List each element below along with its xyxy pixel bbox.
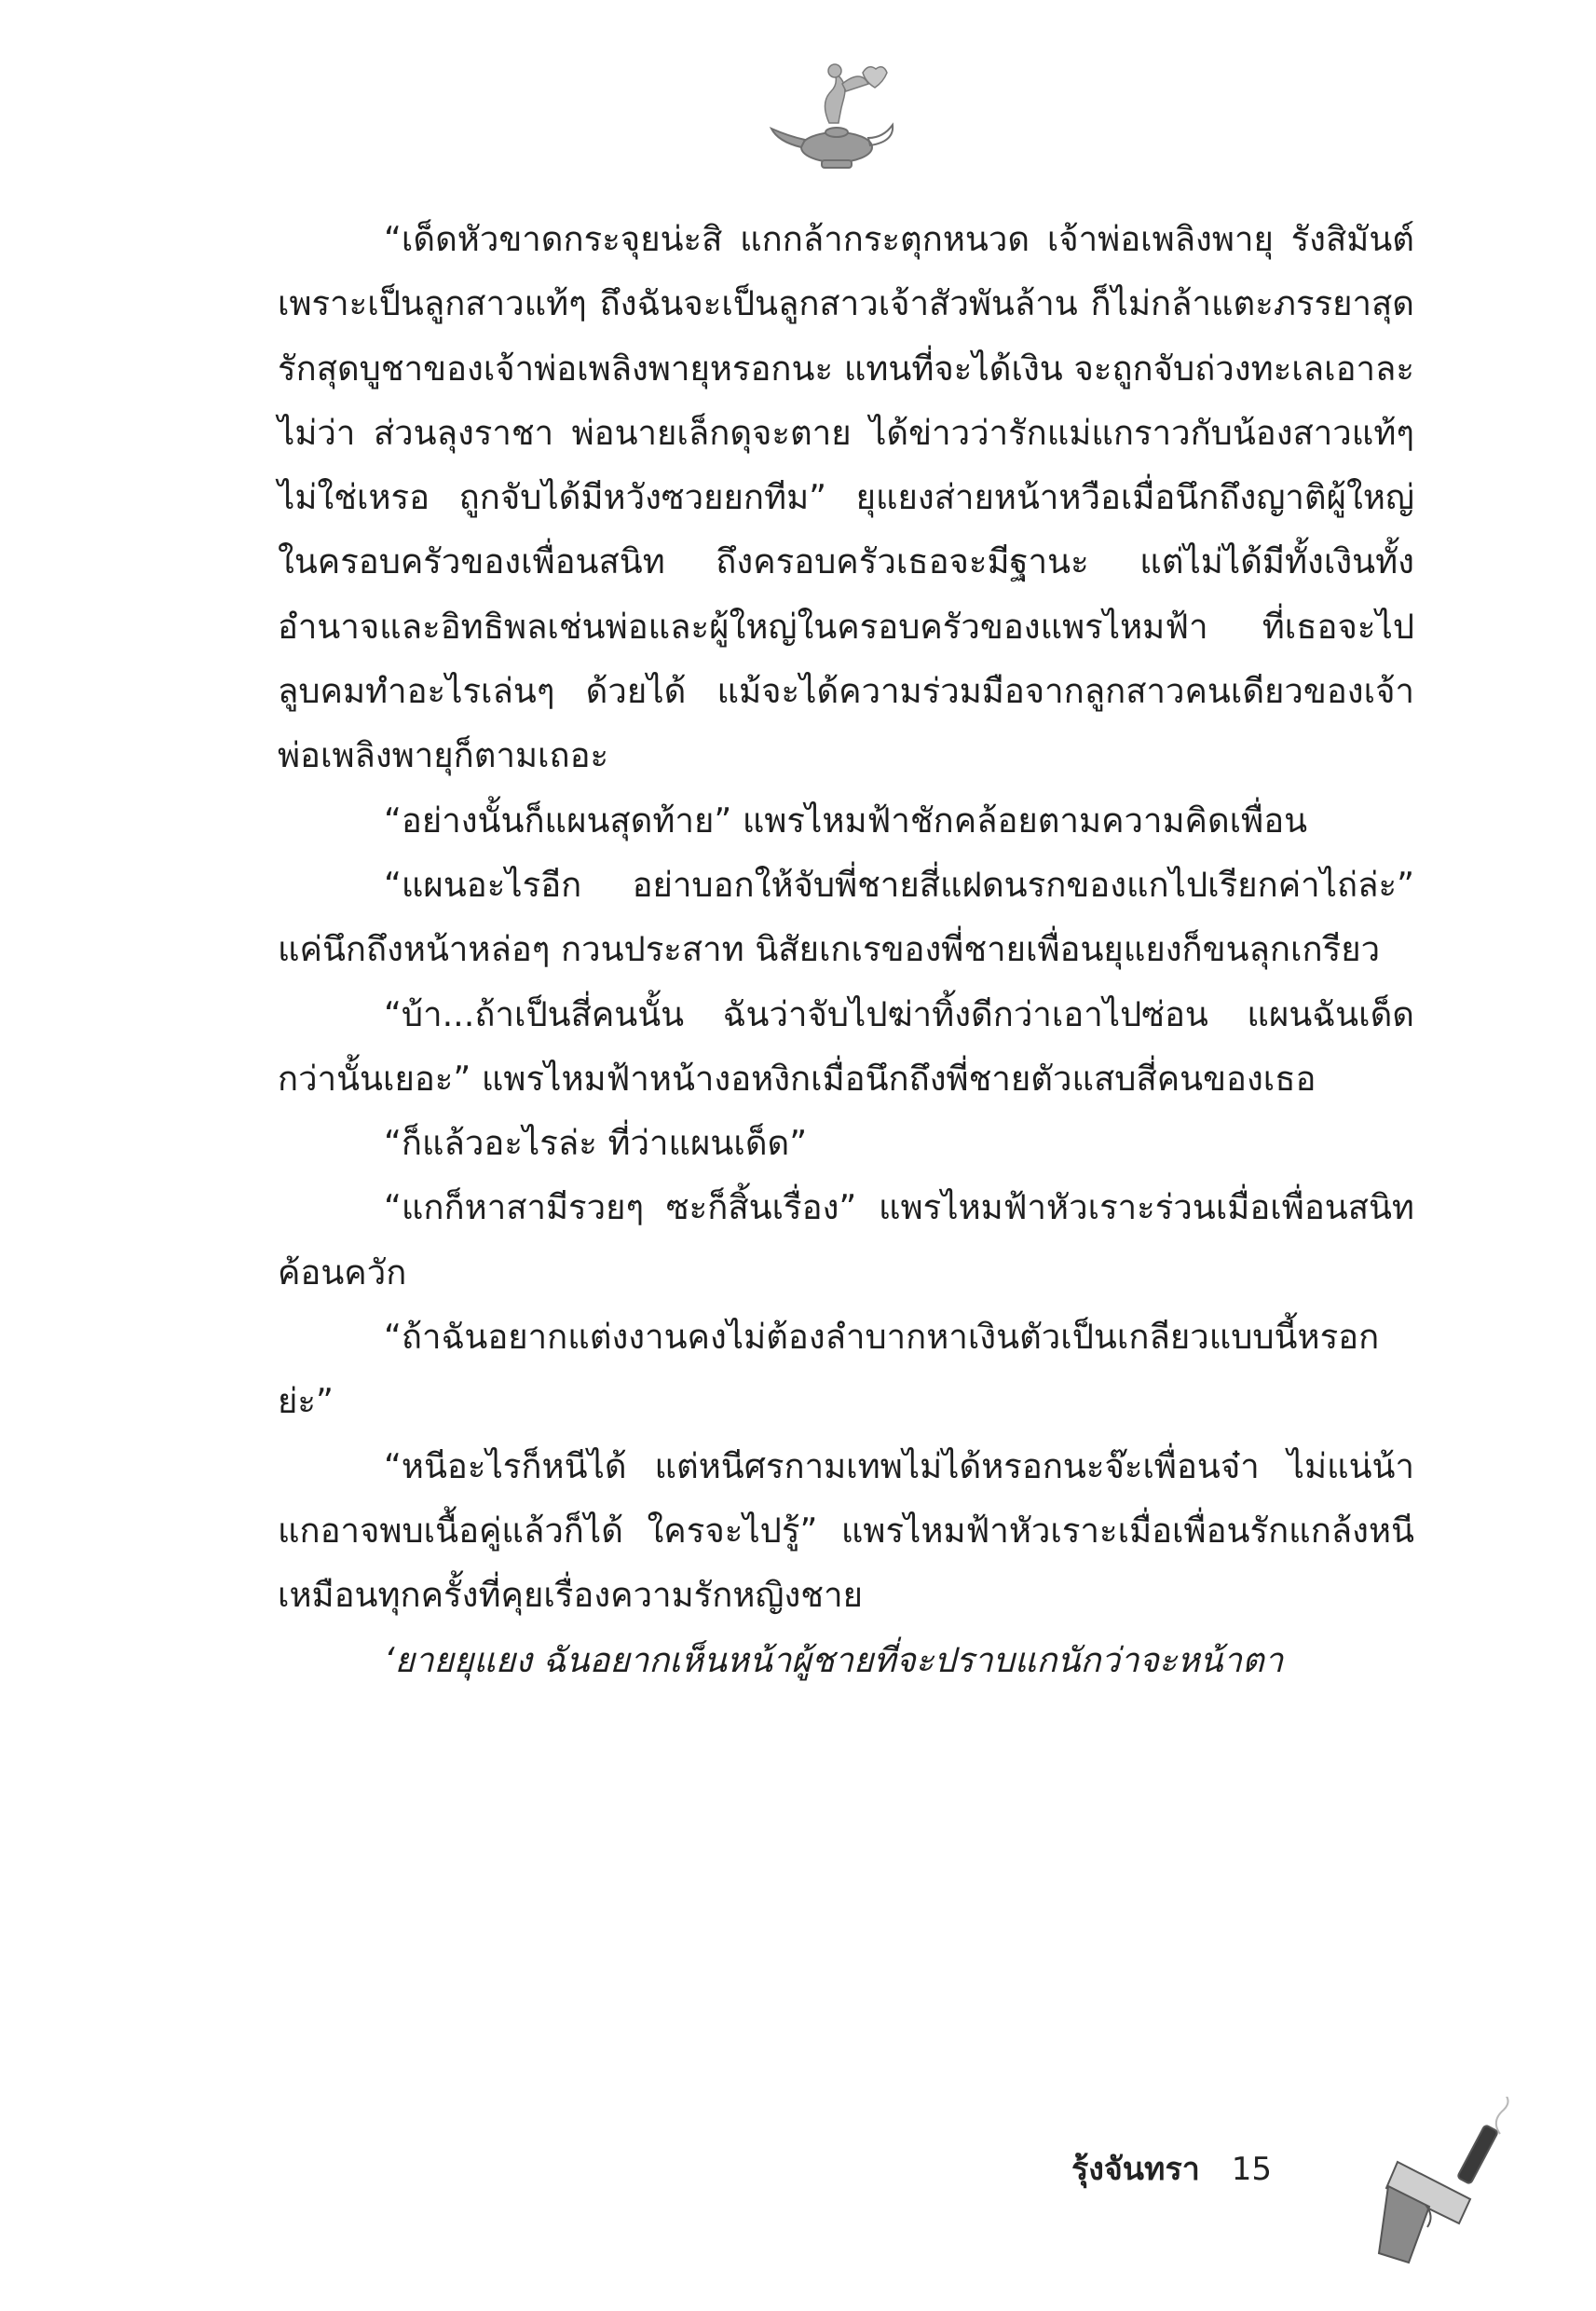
- genie-lamp-with-cupid-icon: [764, 56, 904, 177]
- pistol-with-silencer-icon: [1360, 2097, 1547, 2274]
- paragraph-italic: ‘ยายยุแยง ฉันอยากเห็นหน้าผู้ชายที่จะปราบแกนักว่าจะหน้าตา: [384, 1639, 1284, 1680]
- paragraph: “แผนอะไรอีก อย่าบอกให้จับพี่ชายสี่แฝดนรกของแกไปเรียกค่าไถ่ล่ะ” แค่นึกถึงหน้าหล่อๆ กวนประสาท นิสัยเกเรของพี่ชายเพื่อนยุแยงก็ขนลุกเกรียว: [278, 864, 1414, 970]
- paragraph: “หนีอะไรก็หนีได้ แต่หนีศรกามเทพไม่ได้หรอกนะจ๊ะเพื่อนจ๋า ไม่แน่น้า แกอาจพบเนื้อคู่แล้วก็ได้ ใครจะไปรู้” แพรไหมฟ้าหัวเราะเมื่อเพื่อนรักแกล้งหนีเหมือนทุกครั้งที่คุยเรื่องความรักหญิงชาย: [278, 1445, 1414, 1616]
- paragraph: “อย่างนั้นก็แผนสุดท้าย” แพรไหมฟ้าชักคล้อยตามความคิดเพื่อน: [384, 800, 1308, 841]
- paragraph: “แกก็หาสามีรวยๆ ซะก็สิ้นเรื่อง” แพรไหมฟ้าหัวเราะร่วนเมื่อเพื่อนสนิทค้อนควัก: [278, 1187, 1414, 1292]
- author-name: รุ้งจันทรา: [1071, 2151, 1200, 2188]
- story-text: [278, 207, 1414, 1692]
- paragraph: “เด็ดหัวขาดกระจุยน่ะสิ แกกล้ากระตุกหนวด เจ้าพ่อเพลิงพายุ รังสิมันต์ เพราะเป็นลูกสาวแท้ๆ ถึงฉันจะเป็นลูกสาวเจ้าสัวพันล้าน ก็ไม่กล้าแตะภรรยาสุดรักสุดบูชาของเจ้าพ่อเพลิงพายุหรอกนะ แทนที่จะได้เงิน จะถูกจับถ่วงทะเลเอาละไม่ว่า ส่วนลุงราชา พ่อนายเล็กดุจะตาย ได้ข่าวว่ารักแม่แกราวกับน้องสาวแท้ๆ ไม่ใช่เหรอ ถูกจับได้มีหวังซวยยกทีม” ยุแยงส่ายหน้าหวือเมื่อนึกถึงญาติผู้ใหญ่ในครอบครัวของเพื่อนสนิท ถึงครอบครัวเธอจะมีฐานะ แต่ไม่ได้มีทั้งเงินทั้งอำนาจและอิทธิพลเช่นพ่อและผู้ใหญ่ในครอบครัวของแพรไหมฟ้า ที่เธอจะไปลูบคมทำอะไรเล่นๆ ด้วยได้ แม้จะได้ความร่วมมือจากลูกสาวคนเดียวของเจ้าพ่อเพลิงพายุก็ตามเถอะ: [278, 219, 1414, 776]
- paragraph: “ก็แล้วอะไรล่ะ ที่ว่าแผนเด็ด”: [384, 1123, 808, 1164]
- page-number: 15: [1231, 2151, 1273, 2188]
- paragraph: “ถ้าฉันอยากแต่งงานคงไม่ต้องลำบากหาเงินตัวเป็นเกลียวแบบนี้หรอกย่ะ”: [278, 1317, 1380, 1422]
- page-footer: [1071, 2143, 1272, 2194]
- paragraph: “บ้า...ถ้าเป็นสี่คนนั้น ฉันว่าจับไปฆ่าทิ้งดีกว่าเอาไปซ่อน แผนฉันเด็ดกว่านั้นเยอะ” แพรไหมฟ้าหน้างอหงิกเมื่อนึกถึงพี่ชายตัวแสบสี่คนของเธอ: [278, 993, 1414, 1099]
